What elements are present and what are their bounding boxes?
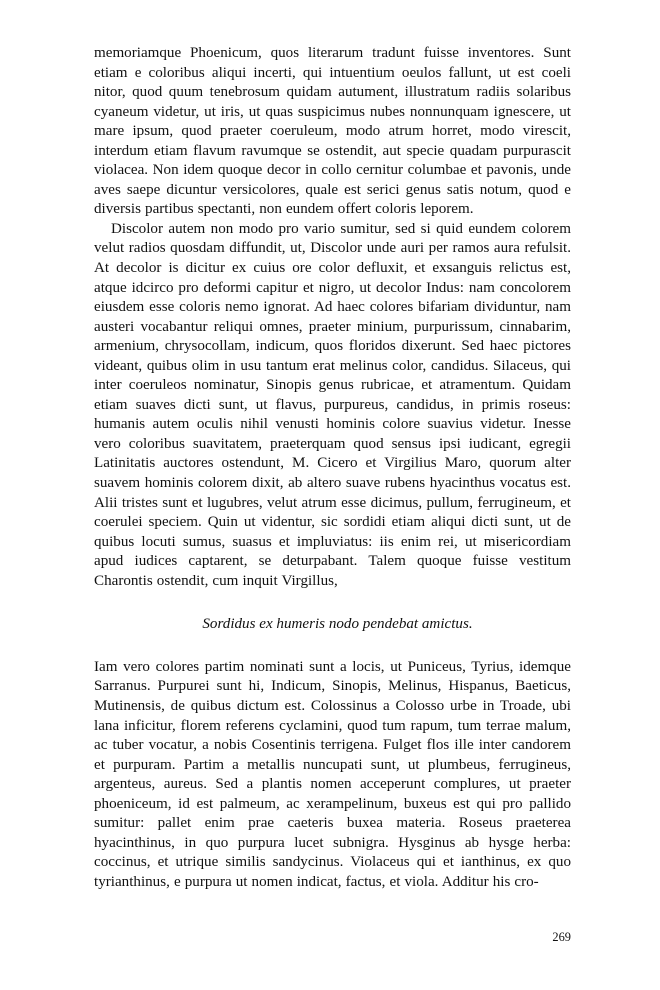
verse-quotation: Sordidus ex humeris nodo pendebat amictus. bbox=[202, 616, 473, 633]
body-paragraph-2: Discolor autem non modo pro vario sumitur, sed si quid eundem colorem velut radios quosdam diffundit, ut, Discolor unde auri per ramos aura refulsit. At decolor is dicitur ex cuius ore color defluxit, et exsanguis relictus est, atque idcirco pro deformi capitur et nigro, ut decolor Indus: nam concolorem eiusdem esse coloris nemo ignorat. Ad haec colores bifariam dividuntur, nam austeri vocabantur reliqui omnes, praeter minium, purpurissum, cinnabarim, armenium, chrysocollam, indicum, quos floridos dixerunt. Sed haec pictores videant, quibus olim in usu tantum erat melinus color, candidus. Silaceus, qui inter coeruleos nominatur, Sinopis genus rubricae, et atramentum. Quidam etiam suaves dicti sunt, ut flavus, purpureus, candidus, in primis roseus: humanis autem oculis nihil venusti hominis colore suavius videtur. Inesse vero coloribus suavitatem, praeterquam quod sensus ipsi iudicant, egregii Latinitatis auctores ostendunt, M. Cicero et Virgilius Maro, quorum alter suavem hominis colorem dixit, ab altero suave rubens hyacinthus vocatus est. Alii tristes sunt et lugubres, velut atrum esse dicimus, pullum, ferrugineum, et coerulei speciem. Quin ut videntur, sic sordidi etiam aliqui dicti sunt, ut de quibus locuti sumus, suasus et impluviatus: iis enim rei, ut misericordiam apud iudices captarent, se deturpabant. Talem quoque fuisse vestitum Charontis ostendit, cum inquit Virgillus, bbox=[94, 220, 571, 589]
page-number: 269 bbox=[552, 930, 571, 944]
page-text-body bbox=[94, 44, 571, 892]
body-paragraph-3: Iam vero colores partim nominati sunt a locis, ut Puniceus, Tyrius, idemque Sarranus. Purpurei sunt hi, Indicum, Sinopis, Melinus, Hispanus, Baeticus, Mutinensis, de quibus dictum est. Colossinus a Colosso urbe in Troade, ubi lana inficitur, florem referens cyclamini, quod tum rapum, tum terrae malum, ac tuber vocatur, a nobis Cosentinis terrigena. Fulget flos ille inter candorem et purpuram. Partim a metallis nuncupati sunt, ut plumbeus, ferrugineus, argenteus, aureus. Sed a plantis nomen acceperunt complures, ut praeter phoeniceum, id est palmeum, ac xerampelinum, buxeus est qui pro pallido sumitur: pallet enim prae caeteris buxea materia. Roseus praeterea hyacinthinus, in quo purpura lucet subnigra. Hysginus ab hysge herba: coccinus, et utrique similis sandycinus. Violaceus qui et ianthinus, ex quo tyrianthinus, e purpura ut nomen indicat, factus, et viola. Additur his cro- bbox=[94, 658, 571, 890]
body-paragraph-1: memoriamque Phoenicum, quos literarum tradunt fuisse inventores. Sunt etiam e coloribus aliqui incerti, qui intuentium oeulos fallunt, ut est coeli nitor, quod quum tenebrosum quidam autument, illustratum radiis solaribus cyaneum videtur, ut iris, ut quas suspicimus nubes nonnunquam ignescere, ut mare ipsum, quod praeter coeruleum, modo atrum horret, modo virescit, interdum etiam flavum ravumque se ostendit, aut specie quadam purpurascit violacea. Non idem quoque decor in collo cernitur columbae et pavonis, unde aves saepe dicuntur versicolores, quale est serici genus satis notum, quod e diversis partibus spectanti, non eundem offert coloris leporem. bbox=[94, 45, 571, 218]
verse-spacer-above bbox=[94, 591, 571, 615]
verse-spacer-below bbox=[94, 635, 571, 658]
